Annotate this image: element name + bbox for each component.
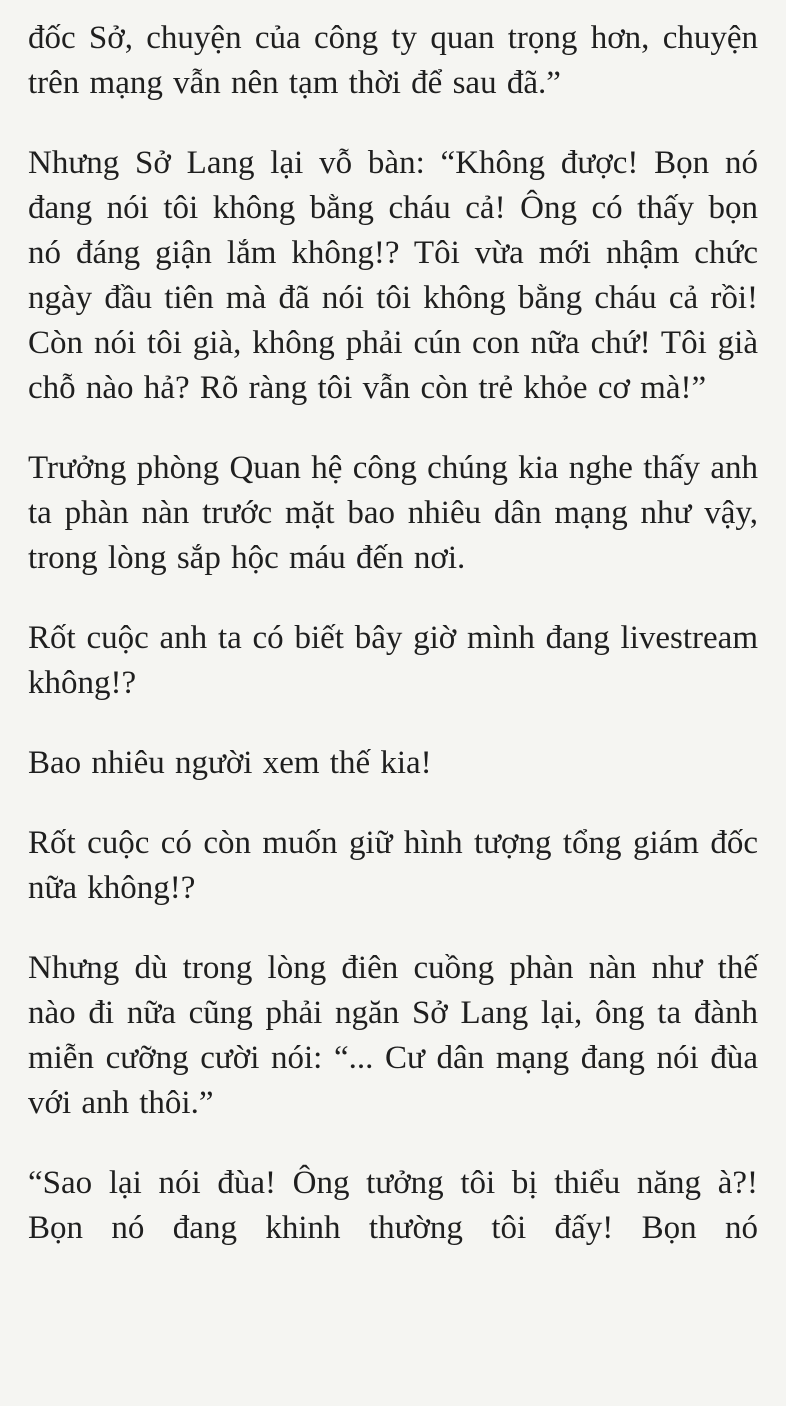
paragraph: đốc Sở, chuyện của công ty quan trọng hơn, chuyện trên mạng vẫn nên tạm thời để sau đã.” [28,20,758,101]
paragraph: “Sao lại nói đùa! Ông tưởng tôi bị thiểu năng à?! Bọn nó đang khinh thường tôi đấy! Bọn nó [28,1165,758,1246]
paragraph: Nhưng Sở Lang lại vỗ bàn: “Không được! Bọn nó đang nói tôi không bằng cháu cả! Ông có thấy bọn nó đáng giận lắm không!? Tôi vừa mới nhậm chức ngày đầu tiên mà đã nói tôi không bằng cháu cả rồi! Còn nói tôi già, không phải cún con nữa chứ! Tôi già chỗ nào hả? Rõ ràng tôi vẫn còn trẻ khỏe cơ mà!” [28,145,758,406]
paragraph: Trưởng phòng Quan hệ công chúng kia nghe thấy anh ta phàn nàn trước mặt bao nhiêu dân mạng như vậy, trong lòng sắp hộc máu đến nơi. [28,450,758,576]
paragraph: Rốt cuộc anh ta có biết bây giờ mình đang livestream không!? [28,620,758,701]
paragraph: Bao nhiêu người xem thế kia! [28,745,432,781]
paragraph: Rốt cuộc có còn muốn giữ hình tượng tổng giám đốc nữa không!? [28,825,758,906]
paragraph: Nhưng dù trong lòng điên cuồng phàn nàn như thế nào đi nữa cũng phải ngăn Sở Lang lại, ông ta đành miễn cưỡng cười nói: “... Cư dân mạng đang nói đùa với anh thôi.” [28,950,758,1121]
